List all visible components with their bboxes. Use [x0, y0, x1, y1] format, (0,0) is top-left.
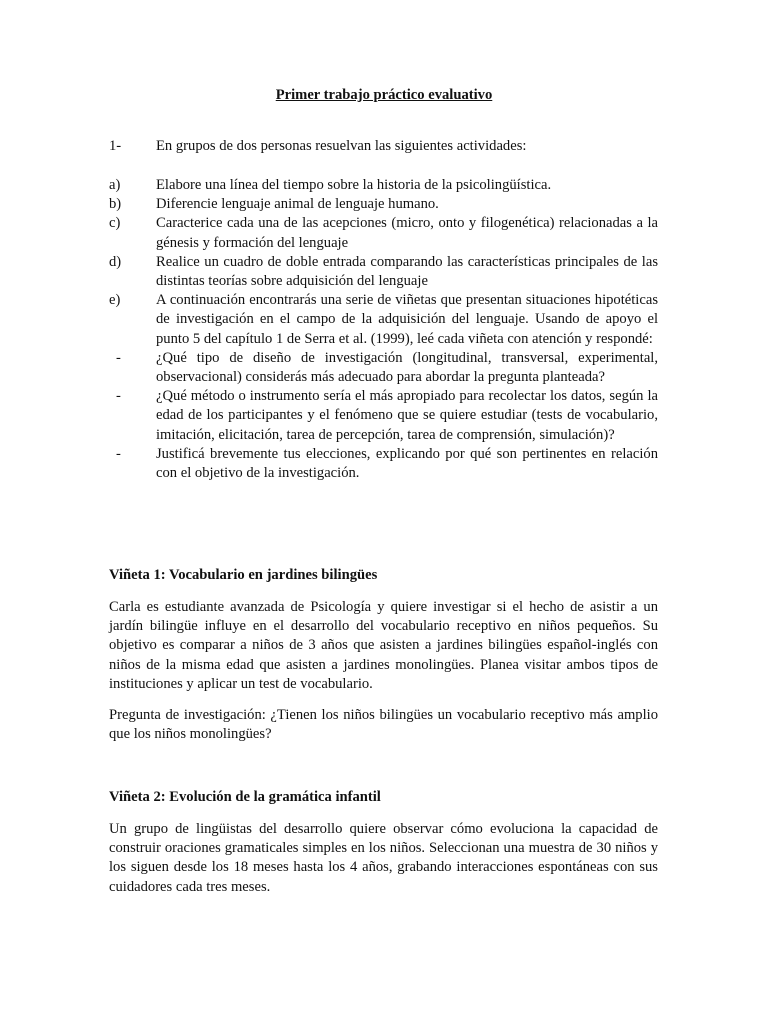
vignette-1-question: Pregunta de investigación: ¿Tienen los niños bilingües un vocabulario receptivo más amplio que los niños monolingües?: [109, 707, 658, 743]
list-item: [109, 445, 658, 483]
list-item: [109, 195, 658, 214]
list-item-text: Diferencie lenguaje animal de lenguaje humano.: [156, 196, 439, 213]
vignette-2-paragraph: Un grupo de lingüistas del desarrollo quiere observar cómo evoluciona la capacidad de construir oraciones gramaticales simples en los niños. Seleccionan una muestra de 30 niños y los siguen desde los 18 meses hasta los 4 años, grabando interacciones espontáneas con sus cuidadores cada tres meses.: [109, 821, 658, 895]
instruction-marker: 1-: [109, 138, 122, 154]
list-item-text: Elabore una línea del tiempo sobre la historia de la psicolingüística.: [156, 177, 552, 193]
list-item: [109, 176, 658, 195]
list-item: [109, 291, 658, 349]
list-marker: -: [116, 349, 121, 366]
vignette-2-heading: Viñeta 2: Evolución de la gramática infantil: [109, 789, 381, 805]
list-marker: a): [109, 177, 121, 193]
list-marker: -: [116, 445, 121, 462]
list-item-text: A continuación encontrarás una serie de viñetas que presentan situaciones hipotéticas de investigación en el campo de la adquisición del lenguaje. Usando de apoyo el punto 5 del capítulo 1 de Serra et al. (1999), leé cada viñeta con atención y respondé:: [156, 292, 658, 347]
list-item: [109, 387, 658, 445]
vignette-1-paragraph: Carla es estudiante avanzada de Psicología y quiere investigar si el hecho de asistir a un jardín bilingüe influye en el desarrollo del vocabulario receptivo en niños pequeños. Su objetivo es comparar a niños de 3 años que asisten a jardines bilingües español-inglés con niños de la misma edad que asisten a jardines monolingües. Planea visitar ambos tipos de instituciones y aplicar un test de vocabulario.: [109, 599, 658, 692]
instruction-line: [109, 137, 658, 156]
vignette-1-heading: Viñeta 1: Vocabulario en jardines bilingües: [109, 567, 378, 583]
list-item: [109, 214, 658, 252]
list-item: [109, 253, 658, 291]
list-item-text: Realice un cuadro de doble entrada comparando las características principales de las distintas teorías sobre adquisición del lenguaje: [156, 253, 658, 290]
list-item-text: ¿Qué tipo de diseño de investigación (longitudinal, transversal, experimental, observacional) considerás más adecuado para abordar la pregunta planteada?: [156, 349, 658, 386]
list-item: [109, 349, 658, 387]
list-item-text: Justificá brevemente tus elecciones, explicando por qué son pertinentes en relación con el objetivo de la investigación.: [156, 445, 658, 482]
list-item-text: Caracterice cada una de las acepciones (micro, onto y filogenética) relacionadas a la génesis y formación del lenguaje: [156, 215, 658, 251]
document-title: Primer trabajo práctico evaluativo: [275, 87, 493, 103]
list-marker: b): [109, 196, 122, 213]
list-item-text: ¿Qué método o instrumento sería el más apropiado para recolectar los datos, según la edad de los participantes y el fenómeno que se quiere estudiar (tests de vocabulario, imitación, elicitación, tarea de percepción, tarea de comprensión, simulación)?: [156, 388, 658, 443]
list-marker: -: [116, 388, 121, 405]
list-marker: d): [109, 253, 122, 270]
list-marker: c): [109, 215, 121, 232]
instruction-text: En grupos de dos personas resuelvan las siguientes actividades:: [156, 138, 527, 154]
activity-list: [109, 176, 658, 483]
list-marker: e): [109, 292, 121, 309]
